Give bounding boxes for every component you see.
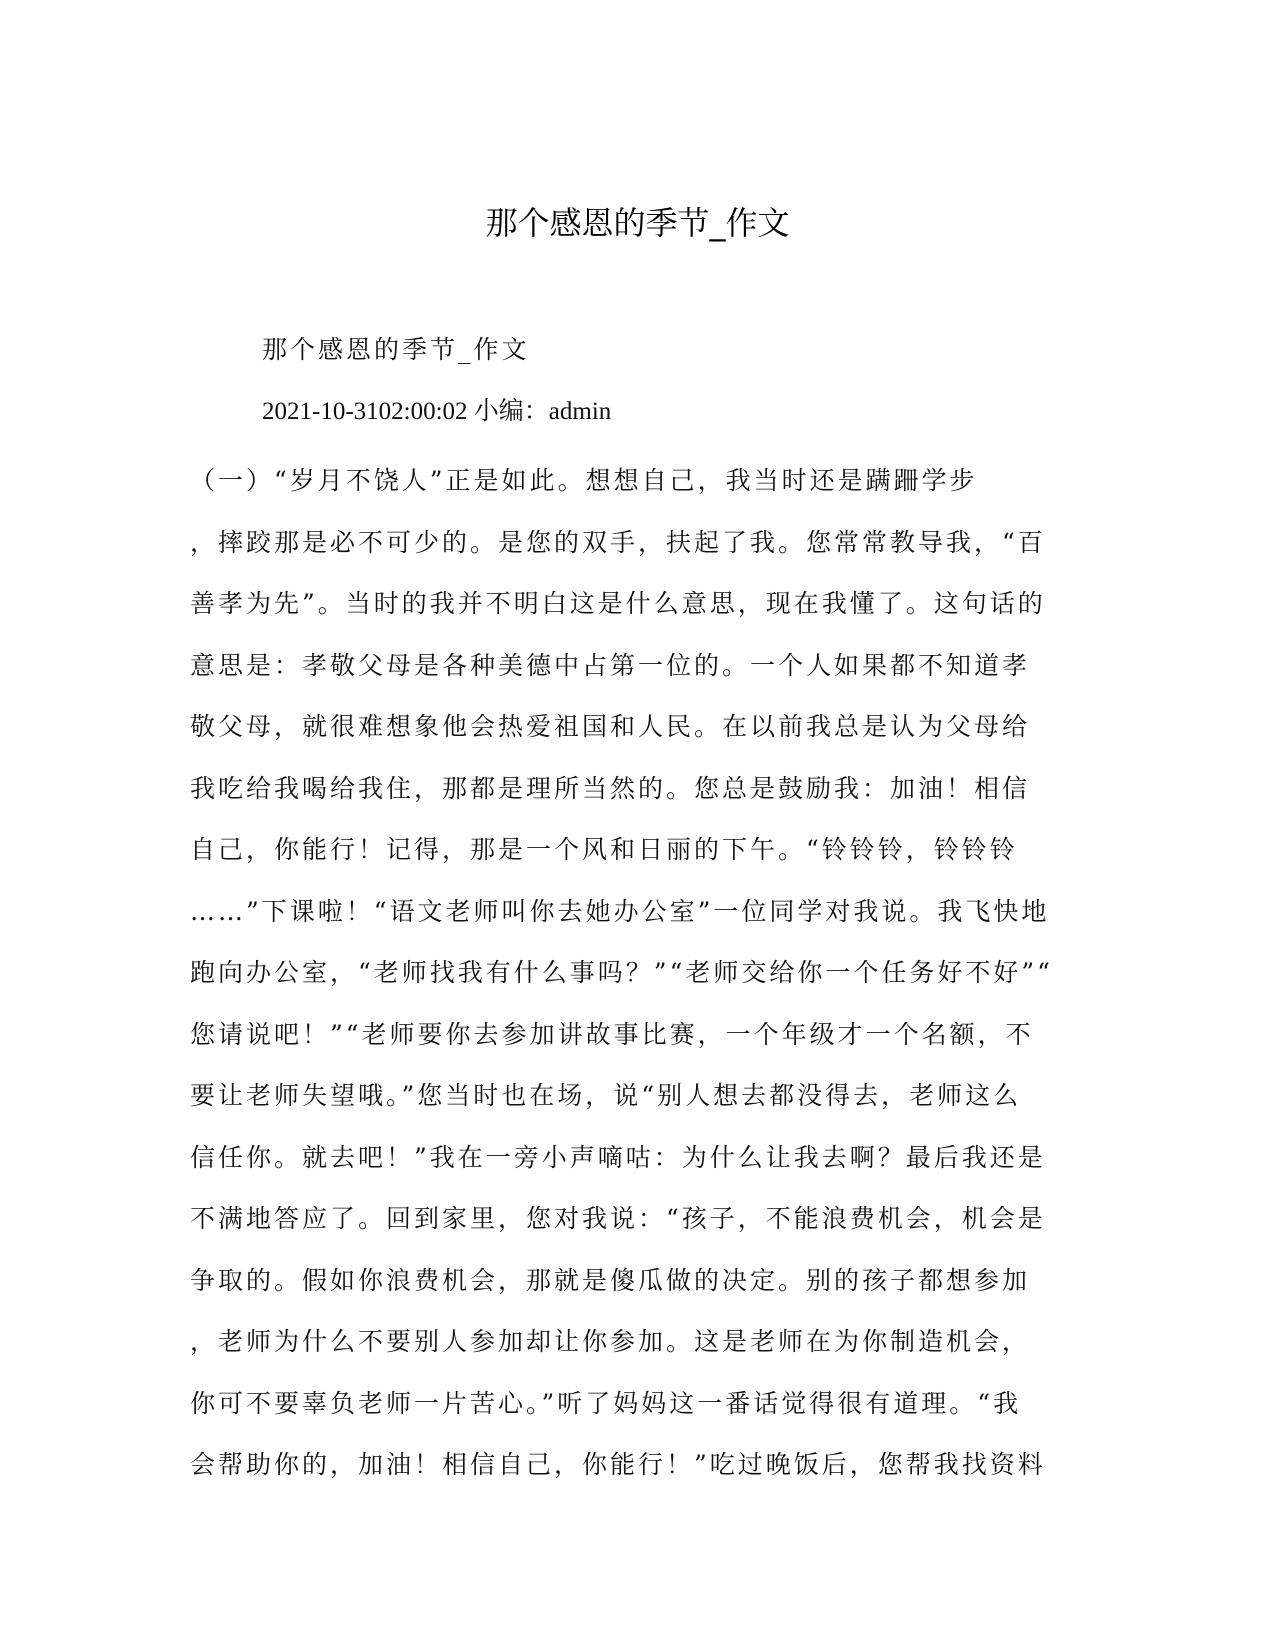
body-line: 跑向办公室，“老师找我有什么事吗？”“老师交给你一个任务好不好”“ <box>190 958 1053 987</box>
body-line: 自己，你能行！记得，那是一个风和日丽的下午。“铃铃铃，铃铃铃 <box>190 835 1018 864</box>
body-line: 我吃给我喝给我住，那都是理所当然的。您总是鼓励我：加油！相信 <box>190 773 1031 803</box>
body-line: 您请说吧！”“老师要你去参加讲故事比赛，一个年级才一个名额，不 <box>190 1019 1034 1049</box>
article-subtitle: 那个感恩的季节_作文 <box>262 335 530 364</box>
body-line: （一）“岁月不饶人”正是如此。想想自己，我当时还是蹒跚学步 <box>190 466 978 495</box>
body-line: ，老师为什么不要别人参加却让你参加。这是老师在为你制造机会， <box>190 1327 1031 1356</box>
article-meta: 2021-10-3102:00:02 小编：admin <box>262 398 612 425</box>
body-line: 敬父母，就很难想象他会热爱祖国和人民。在以前我总是认为父母给 <box>190 712 1031 741</box>
body-line: 不满地答应了。回到家里，您对我说：“孩子，不能浪费机会，机会是 <box>190 1204 1046 1233</box>
document-title: 那个感恩的季节_作文 <box>485 204 790 242</box>
body-line: 信任你。就去吧！”我在一旁小声嘀咕：为什么让我去啊？最后我还是 <box>190 1142 1046 1172</box>
body-line: 意思是：孝敬父母是各种美德中占第一位的。一个人如果都不知道孝 <box>190 650 1031 680</box>
body-line: 争取的。假如你浪费机会，那就是傻瓜做的决定。别的孩子都想参加 <box>190 1265 1031 1295</box>
body-line: ，摔跤那是必不可少的。是您的双手，扶起了我。您常常教导我，“百 <box>190 527 1046 557</box>
body-line: 会帮助你的，加油！相信自己，你能行！”吃过晚饭后，您帮我找资料 <box>190 1450 1046 1479</box>
body-line: 善孝为先”。当时的我并不明白这是什么意思，现在我懂了。这句话的 <box>190 589 1046 618</box>
body-line: ……”下课啦！“语文老师叫你去她办公室”一位同学对我说。我飞快地 <box>190 896 1050 926</box>
body-line: 要让老师失望哦。”您当时也在场，说“别人想去都没得去，老师这么 <box>190 1081 1022 1110</box>
article-body <box>190 450 1090 1496</box>
body-line: 你可不要辜负老师一片苦心。”听了妈妈这一番话觉得很有道理。“我 <box>190 1388 1022 1418</box>
